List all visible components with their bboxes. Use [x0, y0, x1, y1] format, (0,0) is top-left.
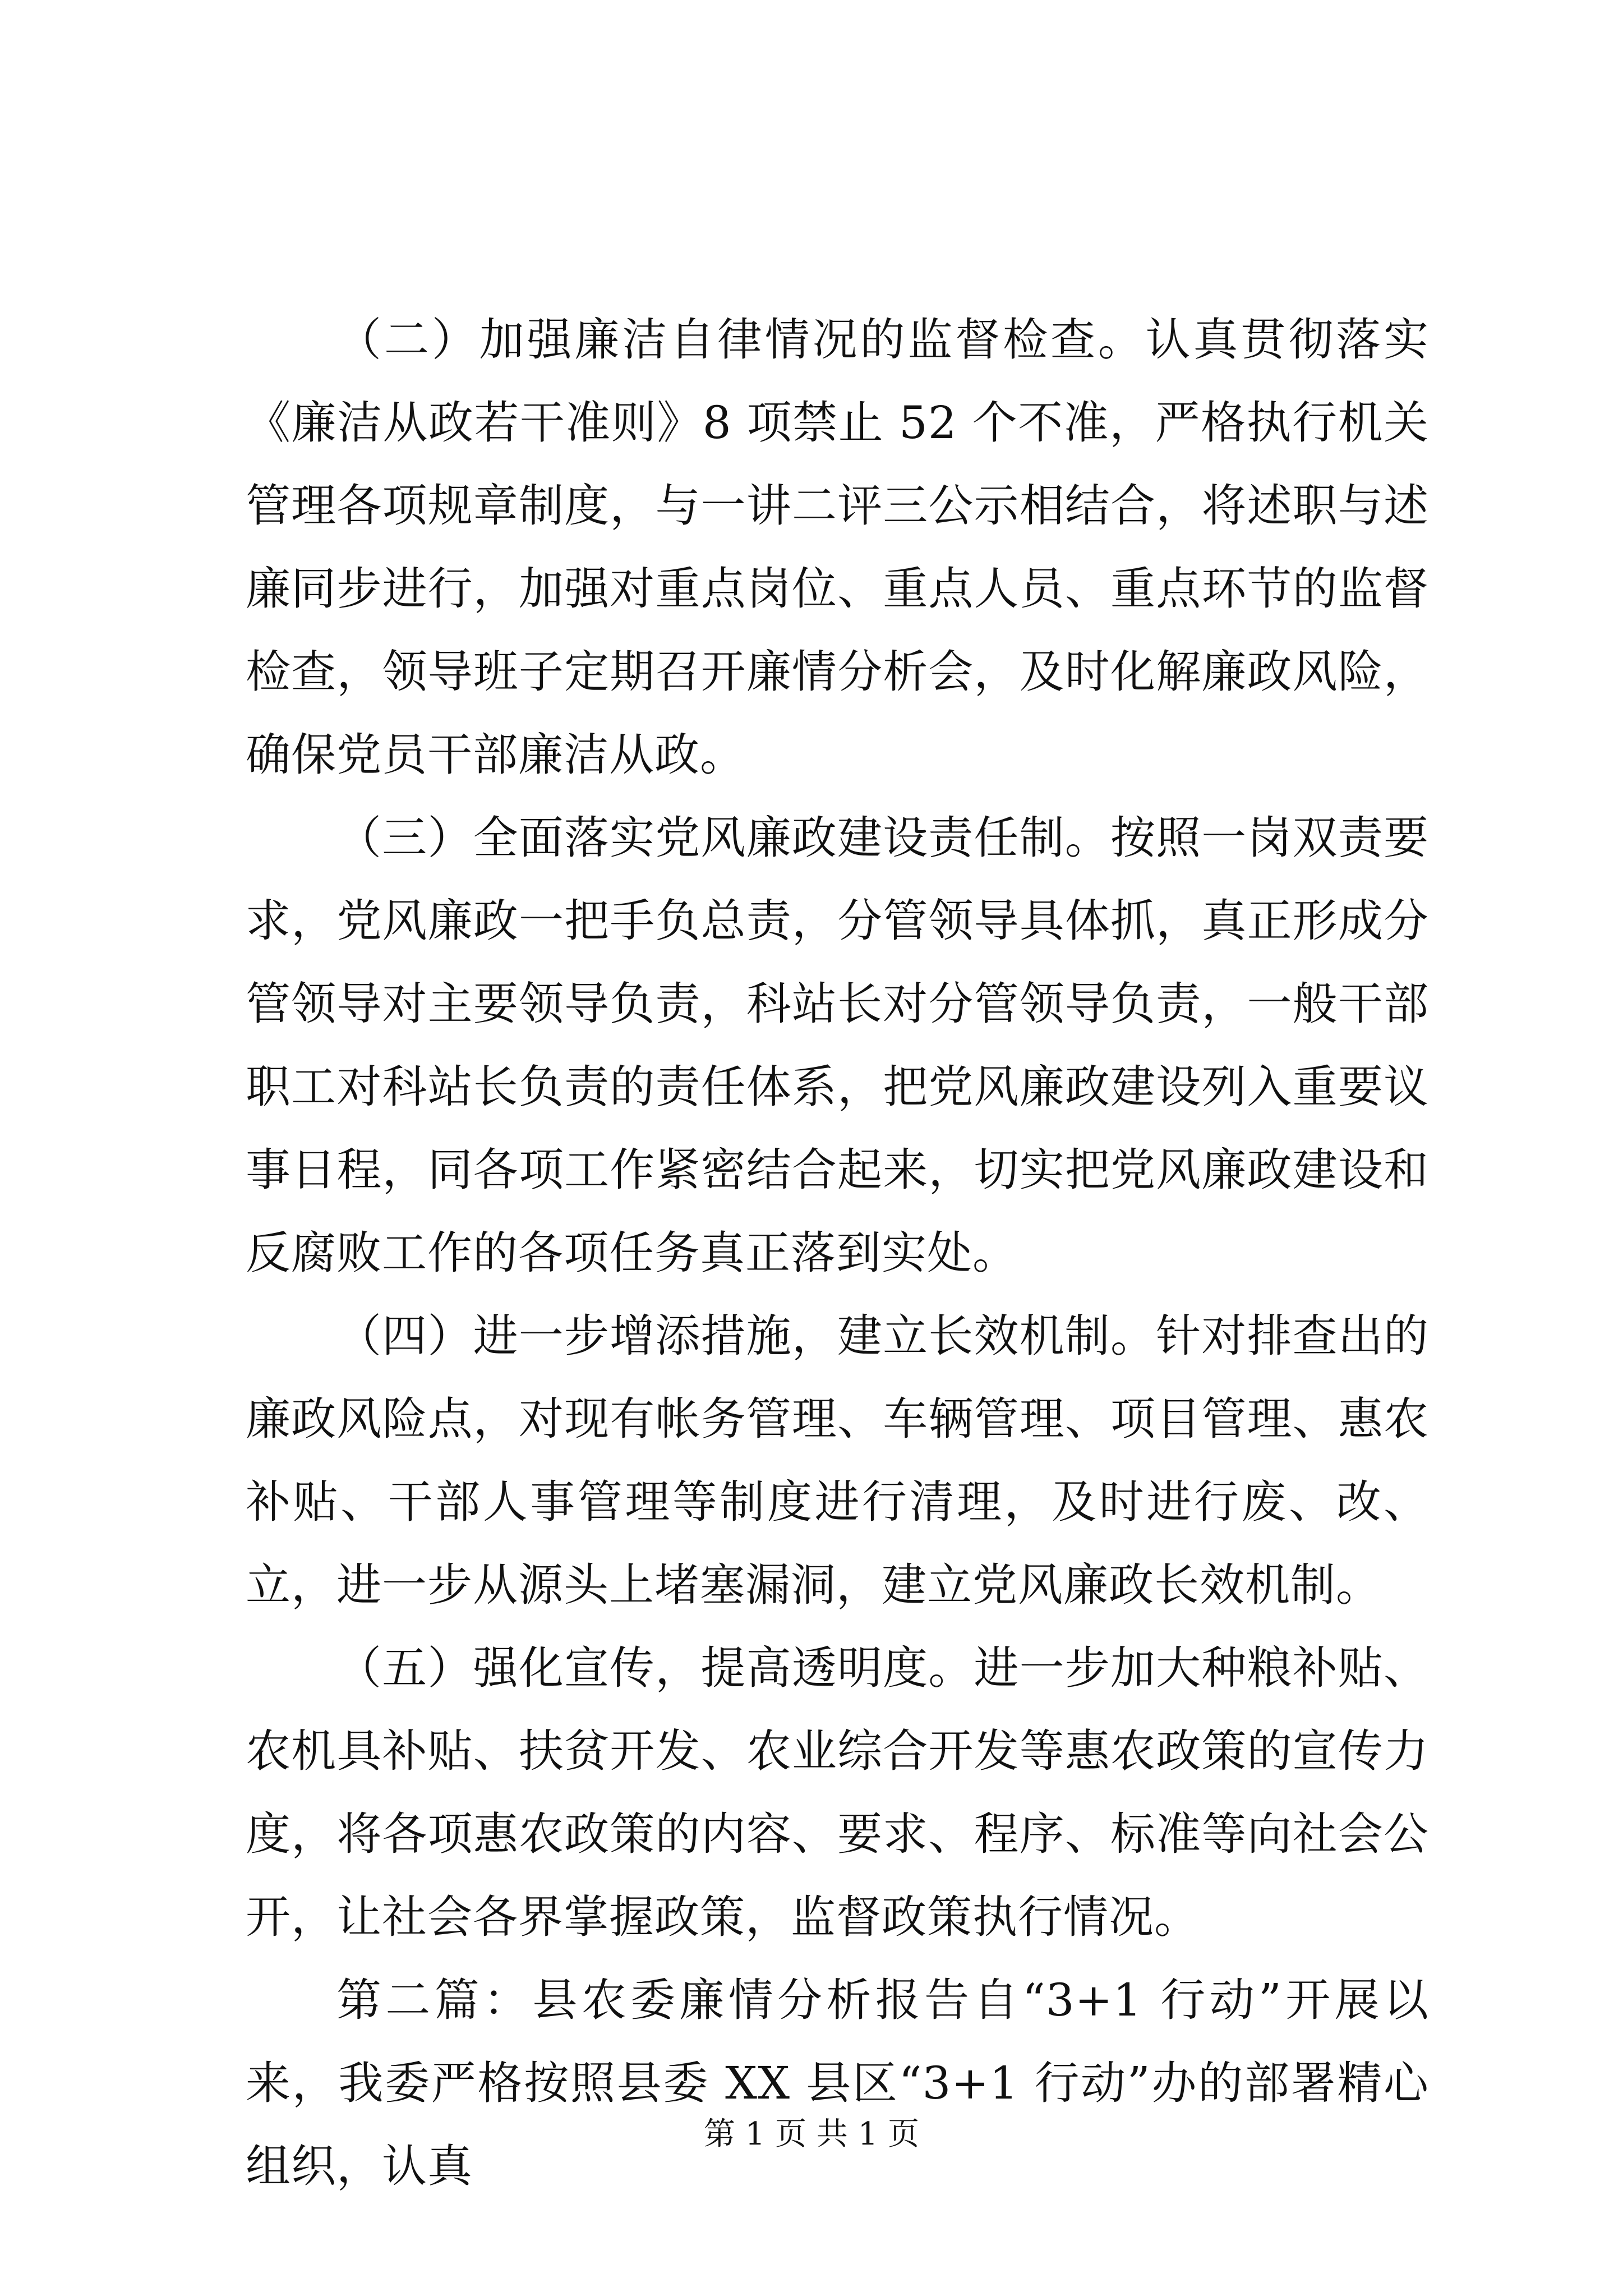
- paragraph-section-3: （三）全面落实党风廉政建设责任制。按照一岗双责要求，党风廉政一把手负总责，分管领导具体抓，真正形成分管领导对主要领导负责，科站长对分管领导负责，一般干部职工对科站长负责的责任体系，把党风廉政建设列入重要议事日程，同各项工作紧密结合起来，切实把党风廉政建设和反腐败工作的各项任务真正落到实处。: [246, 812, 1429, 1279]
- document-body: [246, 298, 1429, 2208]
- paragraph-section-5: （五）强化宣传，提高透明度。进一步加大种粮补贴、农机具补贴、扶贫开发、农业综合开发等惠农政策的宣传力度，将各项惠农政策的内容、要求、程序、标准等向社会公开，让社会各界掌握政策，监督政策执行情况。: [246, 1642, 1429, 1943]
- paragraph-section-2: （二）加强廉洁自律情况的监督检查。认真贯彻落实《廉洁从政若干准则》8 项禁止 52 个不准，严格执行机关管理各项规章制度，与一讲二评三公示相结合，将述职与述廉同步进行，加强对重点岗位、重点人员、重点环节的监督检查，领导班子定期召开廉情分析会，及时化解廉政风险，确保党员干部廉洁从政。: [246, 314, 1429, 781]
- paragraph-part-two: 第二篇：县农委廉情分析报告自“3+1 行动”开展以来，我委严格按照县委 XX 县区“3+1 行动”办的部署精心组织，认真: [246, 1974, 1429, 2192]
- paragraph-section-4: （四）进一步增添措施，建立长效机制。针对排查出的廉政风险点，对现有帐务管理、车辆管理、项目管理、惠农补贴、干部人事管理等制度进行清理，及时进行废、改、立，进一步从源头上堵塞漏洞，建立党风廉政长效机制。: [246, 1310, 1429, 1611]
- page-number-footer: 第 1 页 共 1 页: [703, 2116, 920, 2152]
